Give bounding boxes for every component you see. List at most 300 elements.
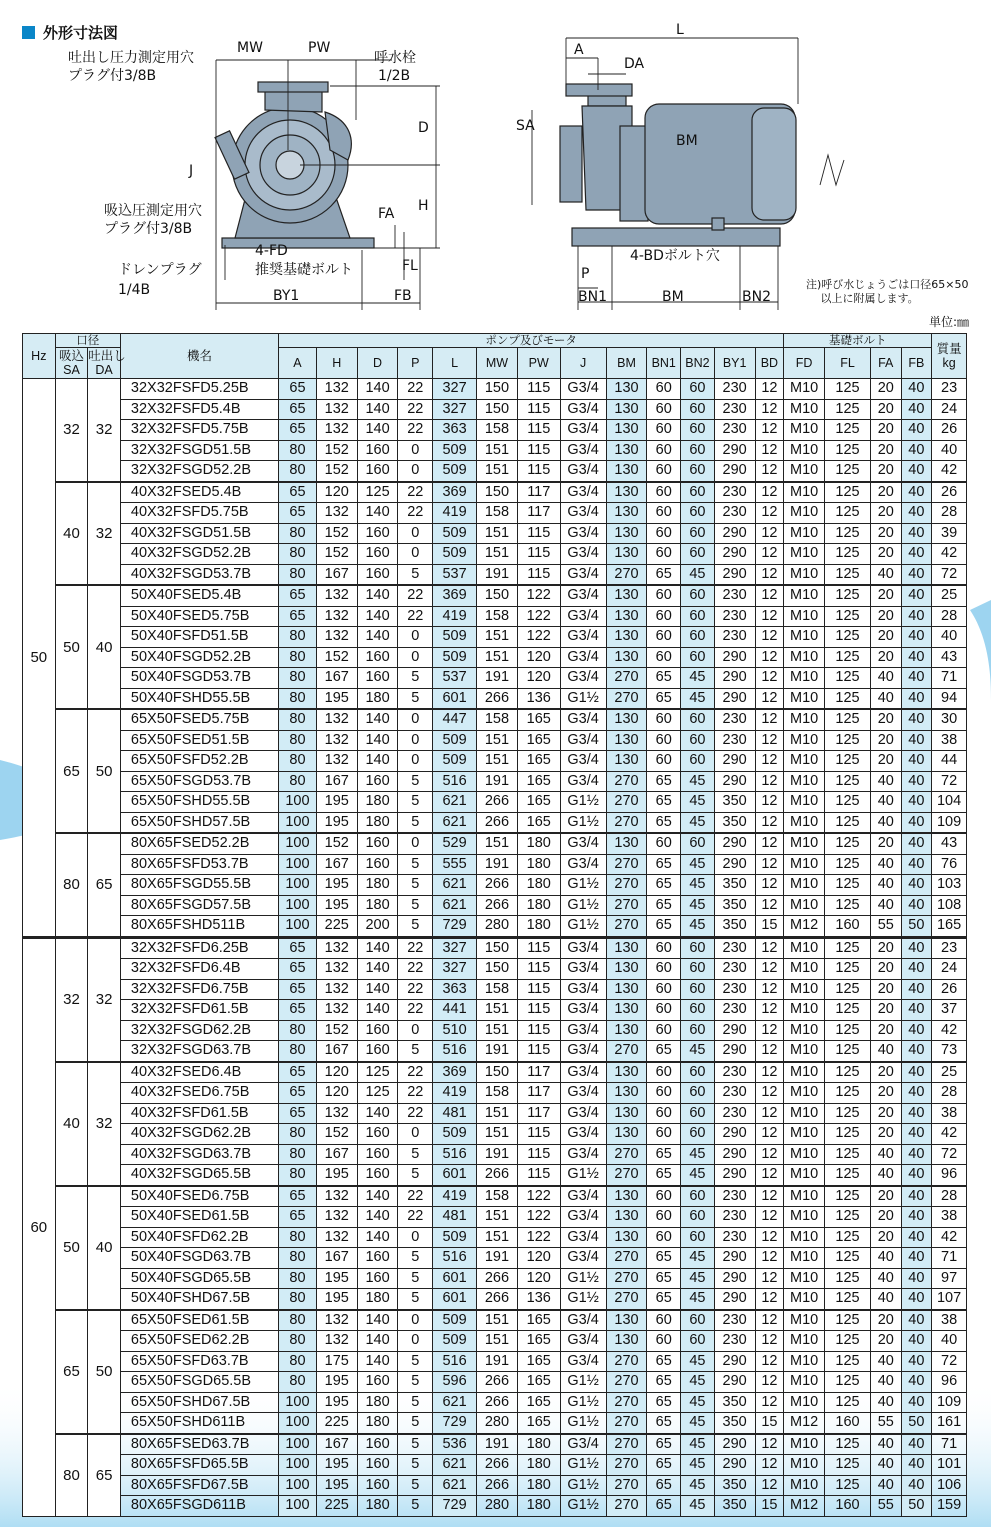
p-cell: 5: [398, 1144, 433, 1165]
mw-cell: 151: [477, 461, 518, 482]
by1-cell: 350: [714, 812, 755, 833]
fb-cell: 40: [901, 833, 932, 854]
j-cell: G3/4: [560, 1434, 606, 1455]
bd-cell: 12: [755, 379, 784, 400]
sa-cell: 32: [55, 937, 88, 1062]
fa-cell: 40: [870, 875, 901, 896]
mass-cell: 101: [932, 1455, 967, 1476]
fb-cell: 40: [901, 606, 932, 627]
bd-cell: 12: [755, 564, 784, 585]
bd-cell: 12: [755, 1434, 784, 1455]
h-cell: 132: [316, 751, 357, 772]
bn2-cell: 45: [681, 875, 715, 896]
fd-cell: M10: [784, 959, 825, 980]
pw-cell: 120: [517, 647, 560, 668]
fd-cell: M12: [784, 1413, 825, 1434]
mw-cell: 266: [477, 792, 518, 813]
h-cell: 167: [316, 771, 357, 792]
label-priming: 呼水栓: [374, 50, 416, 66]
fl-cell: 125: [825, 875, 871, 896]
pw-cell: 180: [517, 1455, 560, 1476]
bn1-cell: 60: [647, 482, 681, 503]
l-cell: 555: [433, 854, 477, 875]
bn1-cell: 65: [647, 1289, 681, 1310]
fa-cell: 40: [870, 854, 901, 875]
d-cell: 180: [357, 1413, 398, 1434]
fl-cell: 125: [825, 1268, 871, 1289]
mass-cell: 26: [932, 482, 967, 503]
fa-cell: 20: [870, 1227, 901, 1248]
fl-cell: 125: [825, 523, 871, 544]
h-cell: 195: [316, 1475, 357, 1496]
j-cell: G3/4: [560, 833, 606, 854]
bn1-cell: 60: [647, 1062, 681, 1083]
mw-cell: 191: [477, 564, 518, 585]
fb-cell: 40: [901, 1186, 932, 1207]
by1-cell: 290: [714, 564, 755, 585]
fa-cell: 20: [870, 523, 901, 544]
h-cell: 132: [316, 420, 357, 441]
bn2-cell: 60: [681, 833, 715, 854]
d-cell: 200: [357, 916, 398, 938]
fa-cell: 40: [870, 1041, 901, 1062]
by1-cell: 290: [714, 854, 755, 875]
h-cell: 132: [316, 585, 357, 606]
pw-cell: 180: [517, 1434, 560, 1455]
fb-cell: 40: [901, 1000, 932, 1021]
bm-cell: 130: [606, 1083, 647, 1104]
a-cell: 65: [279, 959, 317, 980]
j-cell: G3/4: [560, 440, 606, 461]
a-cell: 80: [279, 1289, 317, 1310]
label-fa: FA: [378, 206, 395, 222]
mw-cell: 191: [477, 668, 518, 689]
bn2-cell: 45: [681, 1392, 715, 1413]
table-row: [23, 1434, 967, 1455]
col-header-j: J: [560, 348, 606, 379]
bn2-cell: 60: [681, 1227, 715, 1248]
fd-cell: M10: [784, 1455, 825, 1476]
fb-cell: 40: [901, 1207, 932, 1228]
model-cell: 32X32FSFD6.4B: [120, 959, 278, 980]
bm-cell: 270: [606, 916, 647, 938]
a-cell: 65: [279, 420, 317, 441]
fd-cell: M10: [784, 1062, 825, 1083]
fa-cell: 20: [870, 1103, 901, 1124]
side-view: [560, 84, 796, 246]
bm-cell: 130: [606, 461, 647, 482]
bm-cell: 130: [606, 1186, 647, 1207]
mw-cell: 191: [477, 1434, 518, 1455]
fb-cell: 40: [901, 688, 932, 709]
fa-cell: 20: [870, 937, 901, 959]
bn2-cell: 45: [681, 1144, 715, 1165]
bm-cell: 130: [606, 544, 647, 565]
p-cell: 5: [398, 668, 433, 689]
fb-cell: 40: [901, 937, 932, 959]
by1-cell: 290: [714, 1144, 755, 1165]
fb-cell: 40: [901, 1455, 932, 1476]
fa-cell: 20: [870, 461, 901, 482]
label-drain: ドレンプラグ: [118, 262, 202, 278]
table-row: [23, 979, 967, 1000]
by1-cell: 290: [714, 523, 755, 544]
fl-cell: 125: [825, 647, 871, 668]
model-cell: 32X32FSFD5.25B: [120, 379, 278, 400]
fb-cell: 40: [901, 399, 932, 420]
mass-cell: 38: [932, 1207, 967, 1228]
fl-cell: 125: [825, 1124, 871, 1145]
h-cell: 132: [316, 1227, 357, 1248]
fa-cell: 40: [870, 1268, 901, 1289]
mw-cell: 191: [477, 1041, 518, 1062]
bn2-cell: 60: [681, 461, 715, 482]
fb-cell: 40: [901, 461, 932, 482]
bn2-cell: 60: [681, 1020, 715, 1041]
j-cell: G3/4: [560, 1020, 606, 1041]
d-cell: 140: [357, 399, 398, 420]
bm-cell: 130: [606, 1124, 647, 1145]
fb-cell: 40: [901, 1227, 932, 1248]
mass-cell: 42: [932, 1227, 967, 1248]
mass-header-unit: kg: [942, 356, 956, 370]
model-cell: 65X50FSED61.5B: [120, 1310, 278, 1331]
label-bm: BM: [662, 289, 684, 305]
bn1-cell: 60: [647, 1310, 681, 1331]
mass-cell: 28: [932, 503, 967, 524]
j-cell: G3/4: [560, 523, 606, 544]
p-cell: 5: [398, 1475, 433, 1496]
fd-cell: M10: [784, 482, 825, 503]
fb-cell: 40: [901, 482, 932, 503]
da-cell: 65: [88, 1434, 121, 1517]
fl-cell: 125: [825, 937, 871, 959]
j-cell: G1½: [560, 895, 606, 916]
h-cell: 132: [316, 959, 357, 980]
p-cell: 0: [398, 1310, 433, 1331]
l-cell: 509: [433, 751, 477, 772]
by1-cell: 230: [714, 606, 755, 627]
model-cell: 32X32FSGD63.7B: [120, 1041, 278, 1062]
by1-cell: 290: [714, 1165, 755, 1186]
d-cell: 140: [357, 730, 398, 751]
a-cell: 80: [279, 1351, 317, 1372]
table-row: [23, 1020, 967, 1041]
j-cell: G3/4: [560, 544, 606, 565]
model-cell: 80X65FSFD67.5B: [120, 1475, 278, 1496]
bn1-cell: 65: [647, 1475, 681, 1496]
fa-cell: 40: [870, 668, 901, 689]
bn1-cell: 65: [647, 668, 681, 689]
fl-cell: 160: [825, 916, 871, 938]
hz-cell: 50: [23, 379, 56, 938]
fa-cell: 40: [870, 1165, 901, 1186]
table-row: [23, 688, 967, 709]
bn1-cell: 60: [647, 523, 681, 544]
bd-cell: 12: [755, 833, 784, 854]
fl-cell: 125: [825, 730, 871, 751]
bd-cell: 12: [755, 1083, 784, 1104]
h-cell: 132: [316, 503, 357, 524]
mw-cell: 158: [477, 1186, 518, 1207]
j-cell: G3/4: [560, 482, 606, 503]
bd-cell: 12: [755, 668, 784, 689]
bn1-cell: 60: [647, 709, 681, 730]
fb-cell: 40: [901, 1392, 932, 1413]
d-cell: 180: [357, 875, 398, 896]
model-cell: 50X40FSFD62.2B: [120, 1227, 278, 1248]
a-cell: 80: [279, 668, 317, 689]
p-cell: 0: [398, 461, 433, 482]
mw-cell: 150: [477, 585, 518, 606]
pw-cell: 165: [517, 730, 560, 751]
table-row: [23, 751, 967, 772]
model-header: 機名: [120, 334, 278, 379]
da-header: [88, 348, 126, 379]
mw-cell: 266: [477, 812, 518, 833]
mw-cell: 191: [477, 854, 518, 875]
label-da: DA: [624, 56, 645, 72]
fa-cell: 20: [870, 647, 901, 668]
d-cell: 180: [357, 812, 398, 833]
label-suction-gauge: 吸込圧測定用穴: [104, 203, 202, 219]
l-cell: 621: [433, 1475, 477, 1496]
fd-cell: M10: [784, 1083, 825, 1104]
j-cell: G3/4: [560, 379, 606, 400]
j-cell: G3/4: [560, 1083, 606, 1104]
col-header-h: H: [316, 348, 357, 379]
model-cell: 40X32FSED6.75B: [120, 1083, 278, 1104]
by1-cell: 290: [714, 1124, 755, 1145]
l-cell: 516: [433, 1144, 477, 1165]
p-cell: 0: [398, 1227, 433, 1248]
l-cell: 363: [433, 979, 477, 1000]
bm-cell: 130: [606, 1207, 647, 1228]
j-cell: G3/4: [560, 627, 606, 648]
label-drain-size: 1/4B: [118, 282, 151, 298]
fb-cell: 40: [901, 1475, 932, 1496]
mw-cell: 151: [477, 1207, 518, 1228]
fa-cell: 20: [870, 1062, 901, 1083]
label-bn1: BN1: [578, 289, 607, 305]
mw-cell: 150: [477, 959, 518, 980]
bm-cell: 130: [606, 627, 647, 648]
d-cell: 160: [357, 668, 398, 689]
bd-cell: 12: [755, 812, 784, 833]
fl-cell: 125: [825, 771, 871, 792]
pw-cell: 120: [517, 668, 560, 689]
fl-cell: 125: [825, 1289, 871, 1310]
fl-cell: 125: [825, 482, 871, 503]
fl-cell: 125: [825, 1041, 871, 1062]
d-cell: 160: [357, 440, 398, 461]
bn1-cell: 65: [647, 854, 681, 875]
fb-cell: 50: [901, 1413, 932, 1434]
j-cell: G1½: [560, 1289, 606, 1310]
table-row: [23, 523, 967, 544]
by1-cell: 350: [714, 916, 755, 938]
mass-cell: 38: [932, 1103, 967, 1124]
a-cell: 100: [279, 895, 317, 916]
bd-cell: 12: [755, 1392, 784, 1413]
bn2-cell: 60: [681, 420, 715, 441]
fa-cell: 20: [870, 606, 901, 627]
mw-cell: 151: [477, 523, 518, 544]
bm-cell: 130: [606, 399, 647, 420]
fb-cell: 40: [901, 1310, 932, 1331]
fb-cell: 40: [901, 771, 932, 792]
bn2-cell: 60: [681, 544, 715, 565]
d-cell: 160: [357, 1041, 398, 1062]
by1-cell: 230: [714, 585, 755, 606]
a-cell: 65: [279, 482, 317, 503]
bd-cell: 12: [755, 1351, 784, 1372]
mw-cell: 151: [477, 1331, 518, 1352]
bm-cell: 270: [606, 1165, 647, 1186]
mw-cell: 280: [477, 916, 518, 938]
fb-cell: 40: [901, 1083, 932, 1104]
fb-cell: 40: [901, 854, 932, 875]
mw-cell: 151: [477, 627, 518, 648]
l-cell: 601: [433, 1289, 477, 1310]
d-cell: 160: [357, 461, 398, 482]
h-cell: 167: [316, 1144, 357, 1165]
p-cell: 5: [398, 916, 433, 938]
bm-cell: 270: [606, 668, 647, 689]
p-cell: 22: [398, 585, 433, 606]
p-cell: 5: [398, 1392, 433, 1413]
table-row: [23, 875, 967, 896]
l-cell: 596: [433, 1372, 477, 1393]
sa-cell: 80: [55, 833, 88, 937]
fa-cell: 40: [870, 792, 901, 813]
da-header-top: 吐出し: [88, 349, 126, 363]
l-cell: 481: [433, 1103, 477, 1124]
fb-cell: 40: [901, 1041, 932, 1062]
col-header-bn2: BN2: [681, 348, 715, 379]
fa-cell: 20: [870, 1186, 901, 1207]
p-cell: 5: [398, 564, 433, 585]
table-row: [23, 503, 967, 524]
pw-cell: 115: [517, 379, 560, 400]
bd-cell: 12: [755, 1227, 784, 1248]
l-cell: 327: [433, 399, 477, 420]
j-cell: G3/4: [560, 1041, 606, 1062]
fl-cell: 125: [825, 688, 871, 709]
pw-cell: 117: [517, 482, 560, 503]
bn2-cell: 45: [681, 895, 715, 916]
h-cell: 132: [316, 1103, 357, 1124]
pw-cell: 165: [517, 1413, 560, 1434]
a-cell: 80: [279, 1331, 317, 1352]
bd-cell: 12: [755, 627, 784, 648]
bn1-cell: 60: [647, 461, 681, 482]
mass-cell: 165: [932, 916, 967, 938]
fb-cell: 40: [901, 585, 932, 606]
fd-cell: M10: [784, 503, 825, 524]
col-header-mw: MW: [477, 348, 518, 379]
model-cell: 50X40FSED5.75B: [120, 606, 278, 627]
model-cell: 80X65FSFD65.5B: [120, 1455, 278, 1476]
d-cell: 125: [357, 1062, 398, 1083]
mass-cell: 104: [932, 792, 967, 813]
h-cell: 132: [316, 399, 357, 420]
fa-cell: 40: [870, 1475, 901, 1496]
fl-cell: 125: [825, 1331, 871, 1352]
h-cell: 132: [316, 937, 357, 959]
col-header-bm: BM: [606, 348, 647, 379]
j-cell: G3/4: [560, 1248, 606, 1269]
d-cell: 140: [357, 1351, 398, 1372]
d-cell: 160: [357, 1455, 398, 1476]
h-cell: 132: [316, 730, 357, 751]
bd-cell: 12: [755, 647, 784, 668]
mass-cell: 28: [932, 606, 967, 627]
fd-cell: M10: [784, 606, 825, 627]
fb-cell: 40: [901, 709, 932, 730]
p-cell: 5: [398, 875, 433, 896]
h-cell: 132: [316, 1186, 357, 1207]
fb-cell: 40: [901, 379, 932, 400]
bd-cell: 12: [755, 544, 784, 565]
pw-cell: 180: [517, 916, 560, 938]
by1-cell: 230: [714, 730, 755, 751]
bm-cell: 270: [606, 1289, 647, 1310]
mass-cell: 26: [932, 979, 967, 1000]
l-cell: 516: [433, 1248, 477, 1269]
bd-cell: 12: [755, 461, 784, 482]
by1-cell: 230: [714, 1062, 755, 1083]
fl-cell: 125: [825, 1020, 871, 1041]
pw-cell: 122: [517, 1227, 560, 1248]
mass-cell: 25: [932, 585, 967, 606]
p-cell: 0: [398, 440, 433, 461]
d-cell: 180: [357, 1392, 398, 1413]
da-cell: 40: [88, 1186, 121, 1310]
fb-cell: 40: [901, 1351, 932, 1372]
l-cell: 509: [433, 1310, 477, 1331]
pw-cell: 165: [517, 709, 560, 730]
a-cell: 80: [279, 1268, 317, 1289]
by1-cell: 230: [714, 1227, 755, 1248]
da-cell: 40: [88, 585, 121, 709]
j-cell: G3/4: [560, 1186, 606, 1207]
table-row: [23, 792, 967, 813]
p-cell: 5: [398, 688, 433, 709]
pw-cell: 115: [517, 959, 560, 980]
bd-cell: 12: [755, 959, 784, 980]
h-cell: 120: [316, 1083, 357, 1104]
d-cell: 140: [357, 606, 398, 627]
l-cell: 419: [433, 1083, 477, 1104]
j-cell: G3/4: [560, 1227, 606, 1248]
bm-cell: 130: [606, 979, 647, 1000]
pw-cell: 117: [517, 503, 560, 524]
mass-cell: 43: [932, 647, 967, 668]
pw-cell: 165: [517, 1310, 560, 1331]
mass-cell: 76: [932, 854, 967, 875]
fd-cell: M10: [784, 1268, 825, 1289]
label-discharge-gauge-plug: プラグ付3/8B: [68, 68, 157, 84]
fl-cell: 125: [825, 812, 871, 833]
mass-cell: 94: [932, 688, 967, 709]
bd-cell: 12: [755, 1455, 784, 1476]
pw-cell: 122: [517, 627, 560, 648]
bn2-cell: 60: [681, 627, 715, 648]
h-cell: 132: [316, 1310, 357, 1331]
j-cell: G3/4: [560, 979, 606, 1000]
label-priming-size: 1/2B: [378, 68, 411, 84]
